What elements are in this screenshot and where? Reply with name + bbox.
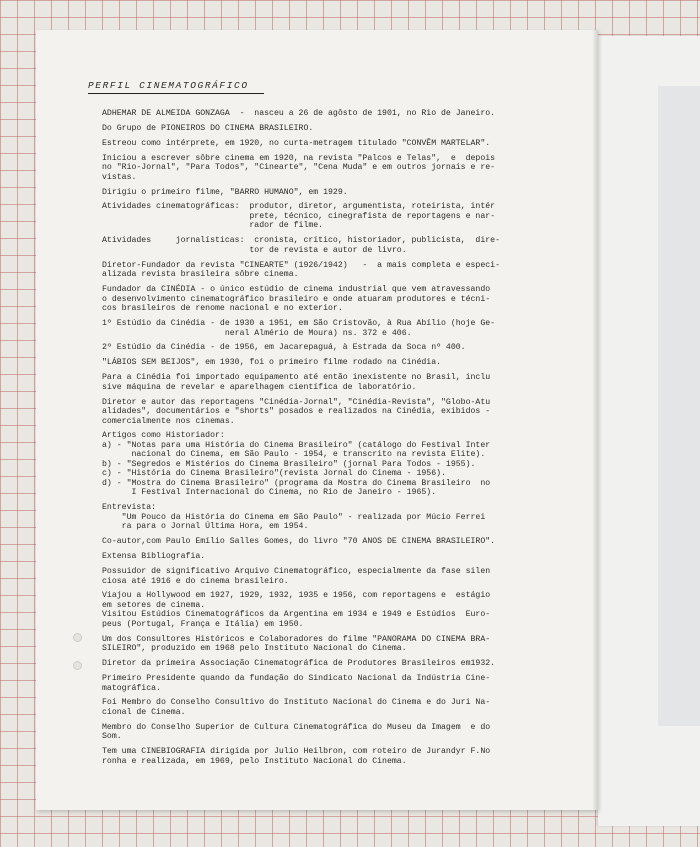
paragraph-24: Foi Membro do Conselho Consultivo do Instituto Nacional do Cinema e do Juri Na- cional de Cinema. [102, 698, 491, 717]
paragraph-7: Atividades jornalísticas: cronista, crítico, historiador, publicista, dire- tor de revista e autor de livro. [102, 236, 500, 255]
staple-hole [73, 633, 82, 642]
paragraph-26: Tem uma CINEBIOGRAFIA dirigida por Julio Heilbron, com roteiro de Jurandyr F.No ronha e realizada, em 1969, pelo Instituto Nacional do Cinema. [102, 747, 491, 766]
page-title: PERFIL CINEMATOGRÁFICO [88, 80, 264, 94]
paragraph-9: Fundador da CINÉDIA - o único estúdio de cinema industrial que vem atravessando o desenvolvimento cinematográfico brasileiro e onde atuaram produtores e técni- cos brasileiros de renome nacional e no exterior. [102, 285, 491, 314]
paragraph-12: "LÁBIOS SEM BEIJOS", em 1930, foi o primeiro filme rodado na Cinédia. [102, 358, 442, 368]
paragraph-8: Diretor-Fundador da revista "CINEARTE" (1926/1942) - a mais completa e especi- alizada revista brasileira sôbre cinema. [102, 260, 500, 280]
paragraph-6: Atividades cinematográficas: produtor, diretor, argumentista, roteirista, intér prete, técnico, cinegrafista de reportagens e nar- rador de filme. [102, 202, 496, 231]
paragraph-11: 2º Estúdio da Cinédia - de 1956, em Jacarepaguá, à Estrada da Soca nº 400. [102, 343, 466, 353]
paragraph-19: Possuidor de significativo Arquivo Cinematográfico, especialmente da fase silen ciosa até 1916 e do cinema brasileiro. [102, 567, 491, 586]
paragraph-20: Viajou a Hollywood em 1927, 1929, 1932, 1935 e 1956, com reportagens e estágio em setores de cinema. Visitou Estúdios Cinematográficos da Argentina em 1934 e 1949 e Estúdios Euro- peus (Portugal, França e Itália) em 1950. [102, 591, 491, 629]
paragraph-14: Diretor e autor das reportagens "Cinédia-Jornal", "Cinédia-Revista", "Globo-Atu alidades", documentários e "shorts" posados e realizados na Cinédia, exibidos - comercialmente nos cinemas. [102, 397, 491, 426]
document-page [36, 30, 598, 810]
paragraph-13: Para a Cinédia foi importado equipamento até então inexistente no Brasil, inclu sive máquina de revelar e aparelhagem científica de laboratório. [102, 373, 491, 392]
paragraph-5: Dirigiu o primeiro filme, "BARRO HUMANO", em 1929. [102, 187, 348, 197]
paragraph-22: Diretor da primeira Associação Cinematográfica de Produtores Brasileiros em1932. [102, 659, 496, 669]
paragraph-17: Co-autor,com Paulo Emílio Salles Gomes, do livro "70 ANOS DE CINEMA BRASILEIRO". [102, 537, 496, 547]
paragraph-21: Um dos Consultores Históricos e Colaboradores do filme "PANORAMA DO CINEMA BRA- SILEIRO", produzido em 1968 pelo Instituto Nacional do Cinema. [102, 634, 491, 654]
page-gutter-shadow [592, 30, 598, 810]
paragraph-18: Extensa Bibliografia. [102, 552, 206, 562]
paragraph-10: 1º Estúdio da Cinédia - de 1930 a 1951, em São Cristovão, à Rua Abílio (hoje Ge- neral Almério de Moura) ns. 372 e 406. [102, 319, 496, 338]
paragraph-15: Artigos como Historiador: a) - "Notas para uma História do Cinema Brasileiro" (catálogo do Festival Inter nacional do Cinema, em São Paulo - 1954, e transcrito na revista Elite). b) - "Segredos e Mistérios do Cinema Brasileiro" (jornal Para Todos - 1955). c) - "História do Cinema Brasileiro"(revista Jornal do Cinema - 1956). d) - "Mostra do Cinema Brasileiro" (programa da Mostra do Cinema Brasileiro no I Festival Internacional do Cinema, no Rio de Janeiro - 1965). [102, 431, 491, 498]
paragraph-1: ADHEMAR DE ALMEIDA GONZAGA - nasceu a 26 de agôsto de 1901, no Rio de Janeiro. [102, 109, 496, 118]
adjacent-page [598, 36, 700, 826]
document-body [102, 109, 582, 772]
paragraph-16: Entrevista: "Um Pouco da História do Cinema em São Paulo" - realizada por Múcio Ferrei ra para o Jornal Última Hora, em 1954. [102, 503, 486, 532]
paragraph-3: Estreou como intérprete, em 1920, no curta-metragem titulado "CONVÊM MARTELAR". [102, 138, 491, 148]
adjacent-page-edge [658, 86, 700, 726]
staple-hole [73, 661, 82, 670]
paragraph-2: Do Grupo de PIONEIROS DO CINEMA BRASILEIRO. [102, 123, 314, 133]
paragraph-4: Iniciou a escrever sôbre cinema em 1920, na revista "Palcos e Telas", e depois no "Rio-Jornal", "Para Todos", "Cinearte", "Cena Muda" e em outros jornais e re- vistas. [102, 153, 496, 182]
paragraph-23: Primeiro Presidente quando da fundação do Sindicato Nacional da Indústria Cine- matográfica. [102, 674, 491, 693]
paragraph-25: Membro do Conselho Superior de Cultura Cinematográfica do Museu da Imagem e do Som. [102, 722, 491, 742]
